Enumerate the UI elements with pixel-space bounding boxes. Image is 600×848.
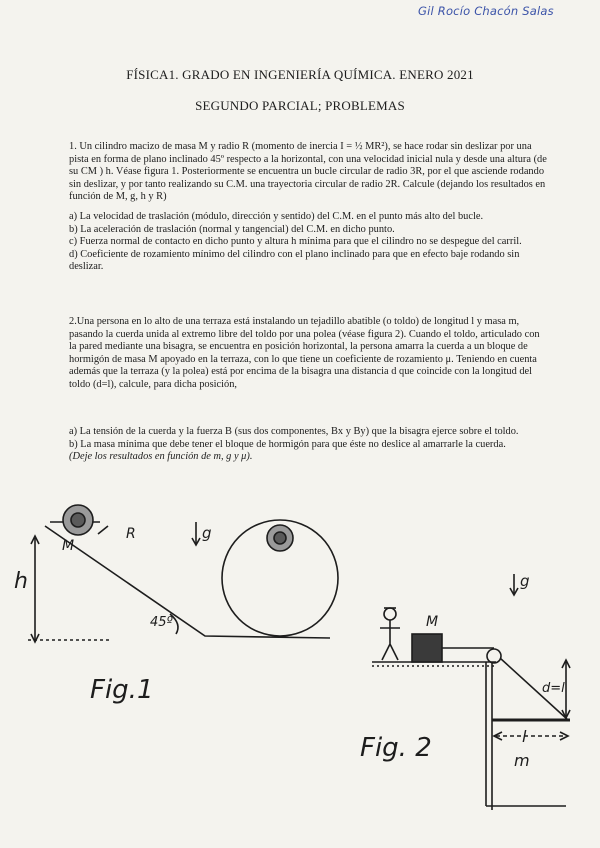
person-head-icon [384, 608, 396, 620]
fig1-radius-label: R [126, 526, 136, 542]
exam-title: FÍSICA1. GRADO EN INGENIERÍA QUÍMICA. ENERO 2021 [126, 67, 474, 82]
loop-cylinder-core-icon [274, 532, 286, 544]
handwritten-student-name: Gil Rocío Chacón Salas [418, 4, 554, 18]
figures-drawing [0, 498, 600, 848]
exam-subtitle: SEGUNDO PARCIAL; PROBLEMAS [195, 98, 405, 113]
fig2-distance-label: d=l [542, 681, 565, 696]
fig2-caption: Fig. 2 [360, 733, 432, 763]
fig2-block-label: M [426, 614, 439, 630]
problem-2-note: (Deje los resultados en función de m, g y μ). [69, 451, 253, 463]
radius-arrow-icon [98, 526, 108, 534]
fig1-mass-label: M [62, 538, 75, 554]
cylinder-core-icon [71, 513, 85, 527]
problem-1-item-d: d) Coeficiente de rozamiento mínimo del cilindro con el plano inclinado para que en efecto baje rodando sin deslizar. [69, 248, 520, 273]
figure-1 [28, 505, 338, 642]
problem-1-item-b: b) La aceleración de traslación (normal y tangencial) del C.M. en dicho punto. [69, 223, 395, 235]
problem-1-statement: 1. Un cilindro macizo de masa M y radio R (momento de inercia I = ½ MR²), se hace rodar sin deslizar por una pista en forma de plano inclinado 45º respecto a la horizontal, con una velocidad inicial nula y desde una altura (de su CM ) h. Véase figura 1. Posteriormente se encuentra un bucle circular de radio 3R, por el que asciende rodando sin deslizar, y por tanto realizando su C.M. una trayectoria circular de radio 2R. Calcule (dejando los resultados en función de M, g, h y R) [69, 141, 547, 203]
fig1-height-label: h [14, 569, 28, 594]
problem-1 [69, 141, 549, 274]
problem-2-item-b: b) La masa mínima que debe tener el bloque de hormigón para que éste no deslice al amarrarle la cuerda. [69, 438, 506, 450]
person-icon [380, 620, 400, 660]
fig1-caption: Fig.1 [90, 675, 154, 705]
problem-2-item-a: a) La tensión de la cuerda y la fuerza B (sus dos componentes, Bx y By) que la bisagra ejerce sobre el toldo. [69, 426, 519, 437]
fig1-angle-label: 45º [150, 615, 173, 630]
fig2-mass-label: m [514, 751, 530, 770]
fig1-gravity-label: g [202, 524, 212, 542]
problem-2-statement: 2.Una persona en lo alto de una terraza está instalando un tejadillo abatible (o toldo) de longitud l y masa m, pasando la cuerda unida al extremo libre del toldo por una polea (véase figura 2). Cuando el toldo, articulado con la pared mediante una bisagra, se encuentra en posición horizontal, la persona amarra la cuerda a un bloque de hormigón de masa M apoyado en la terraza, con lo que tiene un coeficiente de rozamiento μ. Teniendo en cuenta además que la terraza (y la polea) está por encima de la bisagra una distancia d que coincide con la longitud del toldo (d=l), calcule, para dicha posición, [69, 316, 540, 390]
fig2-gravity-label: g [520, 572, 530, 590]
problem-1-item-c: c) Fuerza normal de contacto en dicho punto y altura h mínima para que el cilindro no se despegue del carril. [69, 236, 522, 248]
problem-1-item-a: a) La velocidad de traslación (módulo, dirección y sentido) del C.M. en el punto más alto del bucle. [69, 210, 484, 222]
problem-2 [69, 316, 549, 392]
concrete-block-icon [412, 634, 442, 662]
fig2-length-label: l [522, 727, 527, 746]
figure-2 [372, 574, 570, 810]
pulley-icon [487, 649, 501, 663]
problem-2-questions [69, 426, 549, 464]
